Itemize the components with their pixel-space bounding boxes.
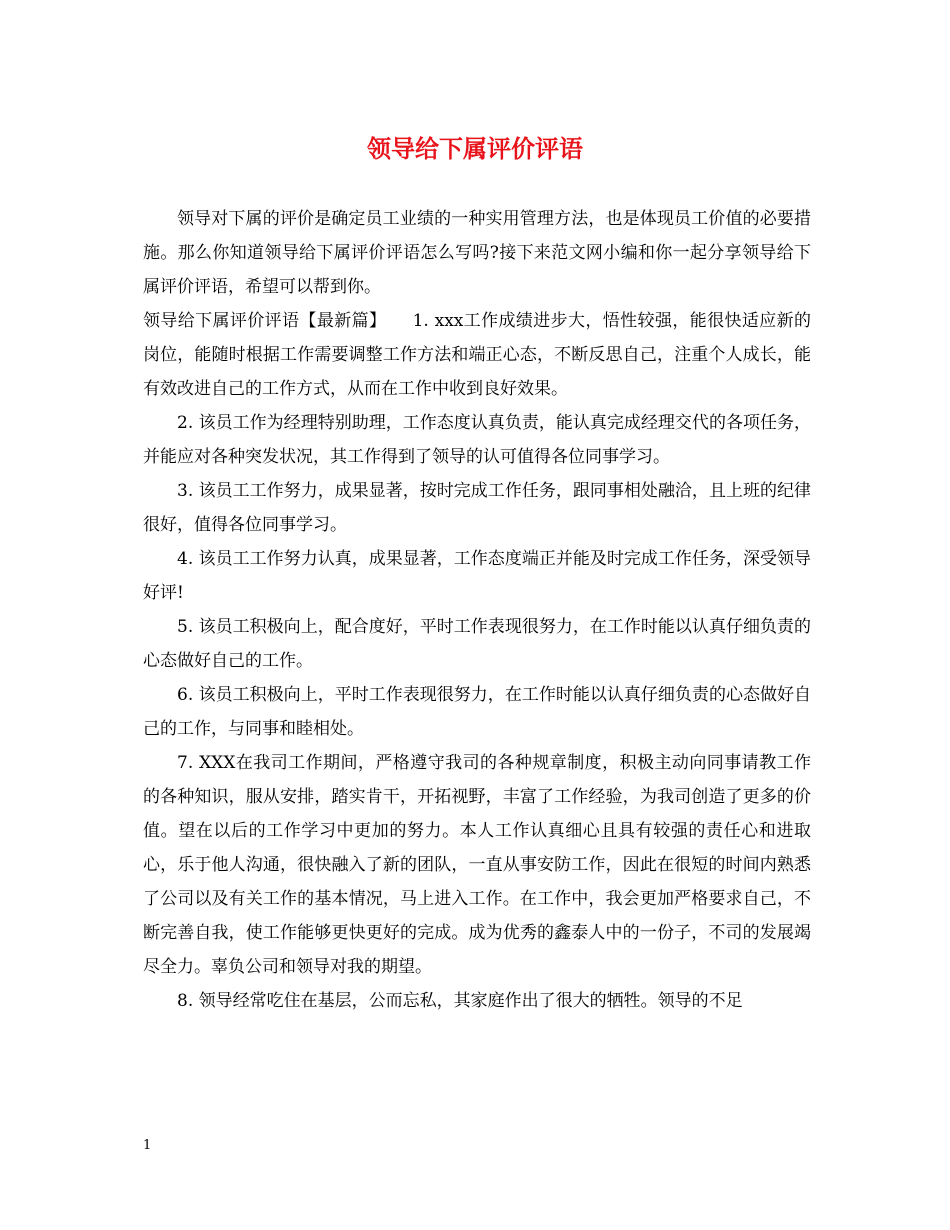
comment-paragraph-4: 4. 该员工工作努力认真，成果显著，工作态度端正并能及时完成工作任务，深受领导好评! bbox=[143, 549, 811, 603]
page-number: 1 bbox=[143, 1138, 152, 1153]
document-title: 领导给下属评价评语 bbox=[367, 134, 583, 163]
comment-paragraph-2: 2. 该员工作为经理特别助理，工作态度认真负责，能认真完成经理交代的各项任务，并能应对各种突发状况，其工作得到了领导的认可值得各位同事学习。 bbox=[143, 413, 811, 467]
document-body bbox=[143, 202, 811, 1018]
section-heading-paragraph: 领导给下属评价评语【最新篇】 1. xxx工作成绩进步大，悟性较强，能很快适应新的岗位，能随时根据工作需要调整工作方法和端正心态，不断反思自己，注重个人成长，能有效改进自己的工作方式，从而在工作中收到良好效果。 bbox=[143, 311, 811, 399]
comment-paragraph-5: 5. 该员工积极向上，配合度好，平时工作表现很努力，在工作时能以认真仔细负责的心态做好自己的工作。 bbox=[143, 617, 811, 671]
comment-paragraph-8: 8. 领导经常吃住在基层，公而忘私，其家庭作出了很大的牺牲。领导的不足 bbox=[177, 991, 743, 1011]
intro-paragraph: 领导对下属的评价是确定员工业绩的一种实用管理方法，也是体现员工价值的必要措施。那么你知道领导给下属评价评语怎么写吗?接下来范文网小编和你一起分享领导给下属评价评语，希望可以帮到你。 bbox=[143, 209, 811, 297]
comment-paragraph-7: 7. XXX在我司工作期间，严格遵守我司的各种规章制度，积极主动向同事请教工作的各种知识，服从安排，踏实肯干，开拓视野，丰富了工作经验，为我司创造了更多的价值。望在以后的工作学习中更加的努力。本人工作认真细心且具有较强的责任心和进取心，乐于他人沟通，很快融入了新的团队，一直从事安防工作，因此在很短的时间内熟悉了公司以及有关工作的基本情况，马上进入工作。在工作中，我会更加严格要求自己，不断完善自我，使工作能够更快更好的完成。成为优秀的鑫泰人中的一份子，不司的发展竭尽全力。辜负公司和领导对我的期望。 bbox=[143, 753, 811, 977]
comment-paragraph-6: 6. 该员工积极向上，平时工作表现很努力，在工作时能以认真仔细负责的心态做好自己的工作，与同事和睦相处。 bbox=[143, 685, 811, 739]
comment-paragraph-3: 3. 该员工工作努力，成果显著，按时完成工作任务，跟同事相处融洽，且上班的纪律很好，值得各位同事学习。 bbox=[143, 481, 811, 535]
